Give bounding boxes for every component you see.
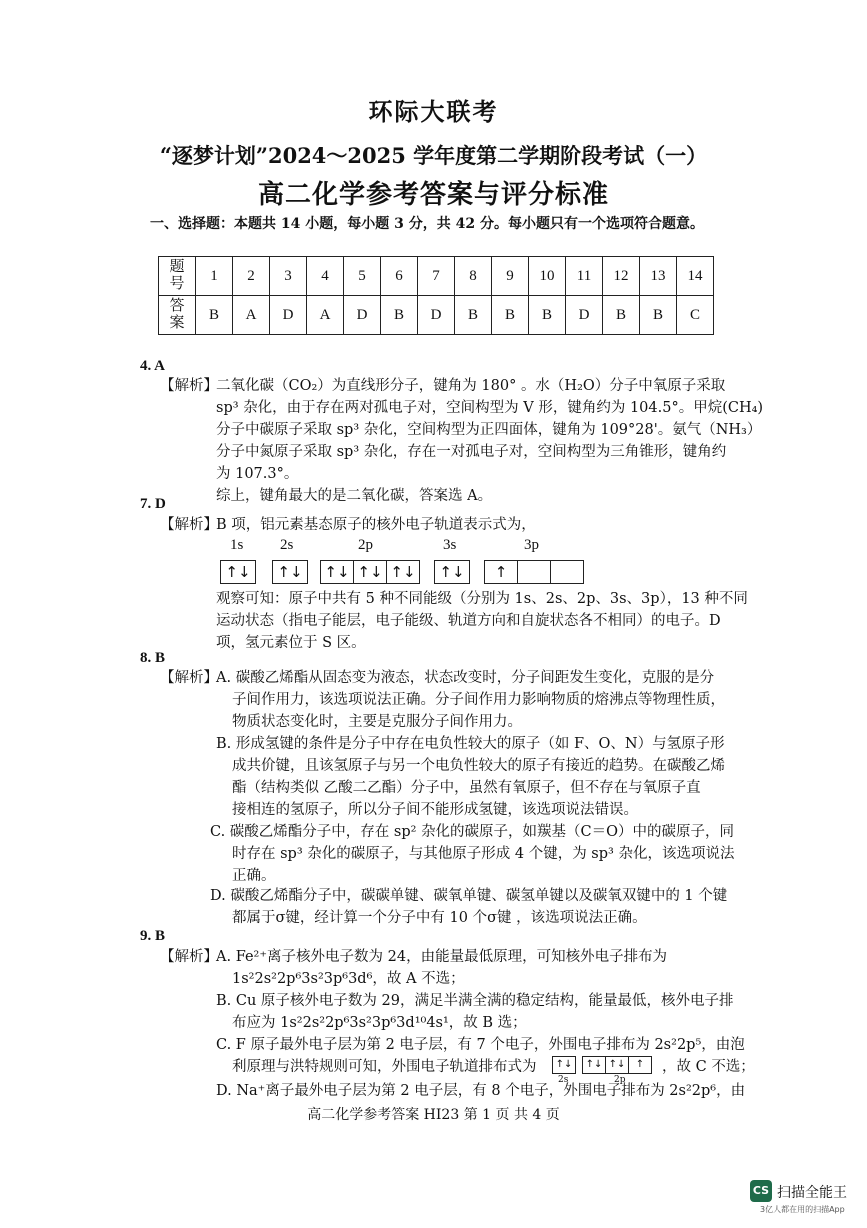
page-footer: 高二化学参考答案 HI23 第 1 页 共 4 页 <box>307 1107 560 1123</box>
orbital-box-2s <box>272 560 308 584</box>
section-heading: 一、选择题：本题共 14 小题，每小题 3 分，共 42 分。每小题只有一个选项符合题意。 <box>150 216 704 232</box>
q8-d-line: 都属于σ键，经计算一个分子中有 10 个σ键 ，该选项说法正确。 <box>232 910 647 926</box>
orbital-label: 2s <box>558 1075 569 1085</box>
header-label: 答案 <box>169 298 185 331</box>
q9-c-line: C. F 原子最外电子层为第 2 电子层，有 7 个电子，外围电子排布为 2s²2p⁵，由泡 <box>216 1037 745 1053</box>
analysis-label: 【解析】 <box>160 378 218 394</box>
orbital-cell: ↑↓ <box>354 561 387 583</box>
table-cell: 5 <box>344 257 381 296</box>
q7-line: 项，氢元素位于 S 区。 <box>216 635 366 651</box>
q4-line: 综上，键角最大的是二氧化碳，答案选 A。 <box>216 488 493 504</box>
question-9-title: 9. B <box>140 928 166 944</box>
table-cell: B <box>492 296 529 335</box>
watermark-subtitle: 3亿人都在用的扫描App <box>760 1205 845 1214</box>
answer-table <box>158 256 714 335</box>
q4-line: 分子中氮原子采取 sp³ 杂化，存在一对孤电子对，空间构型为三角锥形，键角约 <box>216 444 727 460</box>
orbital-label: 1s <box>230 537 244 553</box>
table-cell: 10 <box>529 257 566 296</box>
orbital-label: 2p <box>614 1075 626 1085</box>
q7-line: B 项，铝元素基态原子的核外电子轨道表示式为， <box>216 517 536 533</box>
exam-title: “逐梦计划”2024～2025 学年度第二学期阶段考试（一） <box>159 143 708 168</box>
q7-line: 观察可知：原子中共有 5 种不同能级（分别为 1s、2s、2p、3s、3p），13 种不同 <box>216 591 748 607</box>
table-cell: B <box>455 296 492 335</box>
orbital-box-2s-small <box>552 1056 576 1074</box>
orbital-cell: ↑ <box>635 1059 645 1070</box>
orbital-label: 3s <box>443 537 457 553</box>
table-cell: A <box>233 296 270 335</box>
table-cell: B <box>529 296 566 335</box>
analysis-label: 【解析】 <box>160 517 218 533</box>
q8-d-line: D. 碳酸乙烯酯分子中，碳碳单键、碳氧单键、碳氢单键以及碳氧双键中的 1 个键 <box>210 888 728 904</box>
orbital-cell: ↑↓ <box>321 561 354 583</box>
table-cell: D <box>344 296 381 335</box>
table-cell: 11 <box>566 257 603 296</box>
table-cell: 9 <box>492 257 529 296</box>
q9-b-line: B. Cu 原子核外电子数为 29，满足半满全满的稳定结构，能量最低，核外电子排 <box>216 993 734 1009</box>
row-header-answer <box>159 296 196 335</box>
table-cell: 1 <box>196 257 233 296</box>
table-cell: C <box>677 296 714 335</box>
orbital-box-2p <box>320 560 420 584</box>
orbital-cell <box>518 561 551 583</box>
table-cell: 4 <box>307 257 344 296</box>
table-cell: 6 <box>381 257 418 296</box>
table-cell: B <box>196 296 233 335</box>
orbital-box-3s <box>434 560 470 584</box>
q8-c-line: 正确。 <box>232 868 276 884</box>
table-cell: 13 <box>640 257 677 296</box>
q4-line: 分子中碳原子采取 sp³ 杂化，空间构型为正四面体，键角为 109°28'。氨气（NH₃） <box>216 422 762 438</box>
analysis-label: 【解析】 <box>160 670 218 686</box>
q8-a-line: 子间作用力，该选项说法正确。分子间作用力影响物质的熔沸点等物理性质， <box>232 692 725 708</box>
orbital-label: 3p <box>524 537 539 553</box>
orbital-cell: ↑ <box>485 561 518 583</box>
table-cell: A <box>307 296 344 335</box>
analysis-label: 【解析】 <box>160 949 218 965</box>
table-cell: D <box>566 296 603 335</box>
q8-a-line: A. 碳酸乙烯酯从固态变为液态，状态改变时，分子间距发生变化，克服的是分 <box>216 670 715 686</box>
q9-a-line: A. Fe²⁺离子核外电子数为 24，由能量最低原理，可知核外电子排布为 <box>216 949 668 965</box>
orbital-label: 2p <box>358 537 373 553</box>
q7-line: 运动状态（指电子能层，电子能级、轨道方向和自旋状态各不相同）的电子。D <box>216 613 721 629</box>
q9-c-line-end: ，故 C 不选； <box>662 1059 755 1075</box>
q8-c-line: C. 碳酸乙烯酯分子中，存在 sp² 杂化的碳原子，如羰基（C＝O）中的碳原子，同 <box>210 824 735 840</box>
row-header-number <box>159 257 196 296</box>
question-7-title: 7. D <box>140 496 166 512</box>
table-cell: 12 <box>603 257 640 296</box>
orbital-cell: ↑↓ <box>606 1057 629 1073</box>
table-cell: D <box>418 296 455 335</box>
orbital-cell: ↑↓ <box>277 563 303 581</box>
q4-line: 为 107.3°。 <box>216 466 299 482</box>
table-cell: B <box>640 296 677 335</box>
orbital-cell: ↑↓ <box>439 563 465 581</box>
table-cell: 3 <box>270 257 307 296</box>
orbital-box-2p-small <box>582 1056 652 1074</box>
q9-d-line: D. Na⁺离子最外电子层为第 2 电子层，有 8 个电子，外围电子排布为 2s²2p⁶，由 <box>216 1083 746 1099</box>
orbital-box-1s <box>220 560 256 584</box>
q8-b-line: B. 形成氢键的条件是分子中存在电负性较大的原子（如 F、O、N）与氢原子形 <box>216 736 725 752</box>
q8-b-line: 成共价键，且该氢原子与另一个电负性较大的原子有接近的趋势。在碳酸乙烯 <box>232 758 725 774</box>
camscanner-logo-icon: CS <box>750 1180 772 1202</box>
exam-org-title: 环际大联考 <box>368 97 499 126</box>
q9-a-line: 1s²2s²2p⁶3s²3p⁶3d⁶，故 A 不选； <box>232 971 465 987</box>
document-title: 高二化学参考答案与评分标准 <box>257 180 609 210</box>
q9-b-line: 布应为 1s²2s²2p⁶3s²3p⁶3d¹⁰4s¹，故 B 选； <box>232 1015 527 1031</box>
q4-line: 二氧化碳（CO₂）为直线形分子，键角为 180° 。水（H₂O）分子中氧原子采取 <box>216 378 726 394</box>
q4-line: sp³ 杂化，由于存在两对孤电子对，空间构型为 V 形，键角约为 104.5°。甲烷(CH₄) <box>216 400 764 416</box>
q8-b-line: 酯（结构类似 乙酸二乙酯）分子中，虽然有氧原子，但不存在与氧原子直 <box>232 780 701 796</box>
orbital-cell: ↑↓ <box>225 563 251 581</box>
header-label: 题号 <box>169 259 185 292</box>
question-4-title: 4. A <box>140 358 166 374</box>
orbital-cell: ↑↓ <box>583 1057 606 1073</box>
orbital-label: 2s <box>280 537 294 553</box>
q8-a-line: 物质状态变化时，主要是克服分子间作用力。 <box>232 714 522 730</box>
table-row <box>159 296 714 335</box>
table-cell: 2 <box>233 257 270 296</box>
watermark-name: 扫描全能王 <box>777 1185 847 1201</box>
table-cell: 7 <box>418 257 455 296</box>
table-cell: B <box>603 296 640 335</box>
q8-b-line: 接相连的氢原子，所以分子间不能形成氢键，该选项说法错误。 <box>232 802 638 818</box>
orbital-cell: ↑↓ <box>390 563 416 581</box>
orbital-box-3p <box>484 560 584 584</box>
table-row <box>159 257 714 296</box>
orbital-cell: ↑↓ <box>555 1059 573 1070</box>
table-cell: 8 <box>455 257 492 296</box>
table-cell: D <box>270 296 307 335</box>
table-cell: 14 <box>677 257 714 296</box>
question-8-title: 8. B <box>140 650 166 666</box>
table-cell: B <box>381 296 418 335</box>
q9-c-line: 利原理与洪特规则可知，外围电子轨道排布式为 <box>232 1059 537 1075</box>
orbital-cell <box>551 561 583 583</box>
q8-c-line: 时存在 sp³ 杂化的碳原子，与其他原子形成 4 个键，为 sp³ 杂化，该选项说法 <box>232 846 735 862</box>
